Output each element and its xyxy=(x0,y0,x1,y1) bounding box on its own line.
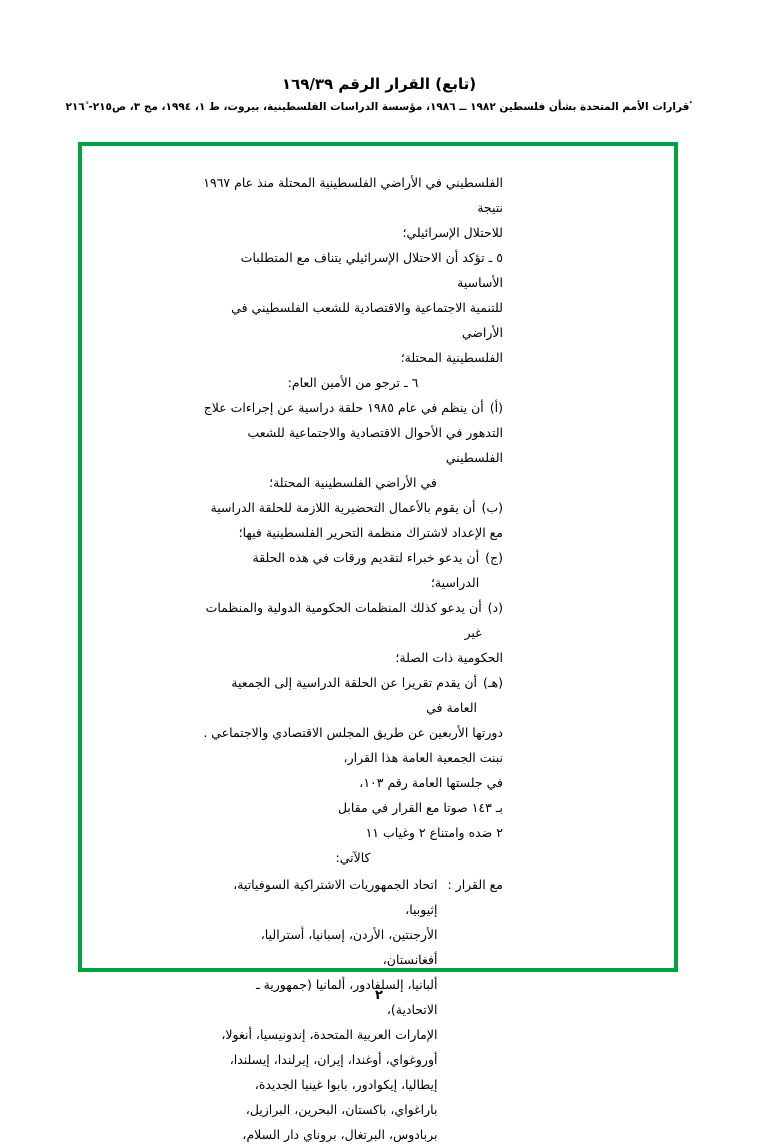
sub-item-c-line: أن يدعو خبراء لتقديم ورقات في هذه الحلقة الدراسية؛ xyxy=(252,550,480,590)
sub-item-b-label: (ب) xyxy=(481,500,503,515)
nations-line: ألبانيا، إلسلفادور، ألمانيا (جمهورية ـ الاتحادية)، xyxy=(255,977,438,1017)
sub-item-b-line: مع الإعداد لاشتراك منظمة التحرير الفلسطينية فيها؛ xyxy=(238,525,503,540)
vote-in-favour-label: مع القرار : xyxy=(447,877,503,892)
sub-item-c xyxy=(203,545,503,595)
item-6-heading: ٦ ـ ترجو من الأمين العام: xyxy=(287,375,419,390)
voting-nations xyxy=(203,872,503,1147)
sub-item-b-line: أن يقوم بالأعمال التحضيرية اللازمة للحلقة الدراسية xyxy=(210,500,476,515)
nations-line: إيطاليا، إيكوادور، بابوا غينيا الجديدة، xyxy=(254,1077,438,1092)
nations-line: الإمارات العربية المتحدة، إندونيسيا، أنغولا، xyxy=(221,1027,438,1042)
nations-line: اتحاد الجمهوريات الاشتراكية السوفياتية، إثيوبيا، xyxy=(233,877,438,917)
sub-item-e xyxy=(203,670,503,745)
as-follows-line: كالآتي: xyxy=(335,850,371,865)
nations-line: باراغواي، باكستان، البحرين، البرازيل، xyxy=(245,1102,438,1117)
sub-item-e-line: دورتها الأربعين عن طريق المجلس الاقتصادي والاجتماعي . xyxy=(203,725,503,740)
vote-summary xyxy=(203,745,503,870)
sub-item-a-line: التدهور في الأحوال الاقتصادية والاجتماعية للشعب الفلسطيني xyxy=(247,425,503,465)
sub-item-d xyxy=(203,595,503,670)
sub-item-c-label: (ج) xyxy=(485,550,503,565)
page-number: ٢ xyxy=(375,988,383,1003)
sub-item-b xyxy=(203,495,503,545)
sub-item-e-line: أن يقدم تقريرا عن الحلقة الدراسية إلى الجمعية العامة في xyxy=(231,675,477,715)
nations-line: أوروغواي، أوغندا، إيران، إيرلندا، إيسلندا، xyxy=(229,1052,438,1067)
sub-item-a-line: أن ينظم في عام ١٩٨٥ حلقة دراسية عن إجراءات علاج xyxy=(203,400,484,415)
nations-line: بربادوس، البرتغال، بروناي دار السلام، xyxy=(242,1127,438,1142)
sub-item-a-label: (أ) xyxy=(489,400,503,415)
body-line: للتنمية الاجتماعية والاقتصادية للشعب الفلسطيني في الأراضي xyxy=(231,300,503,340)
sub-item-d-line: أن يدعو كذلك المنظمات الحكومية الدولية والمنظمات غير xyxy=(205,600,482,640)
vote-line: نبنت الجمعية العامة هذا القرار، xyxy=(343,750,503,765)
nations-list xyxy=(203,872,437,1147)
sub-item-a xyxy=(203,395,503,495)
body-line: الفلسطيني في الأراضي الفلسطينية المحتلة منذ عام ١٩٦٧ نتيجة xyxy=(203,175,503,215)
page-title: (تابع) القرار الرقم ١٦٩/٣٩ xyxy=(281,75,477,93)
sub-item-d-label: (د) xyxy=(487,600,503,615)
source-citation: ٴقرارات الأمم المتحدة بشأن فلسطين ١٩٨٢ ــ ١٩٨٦، مؤسسة الدراسات الفلسطينية، بيروت، ط ١، ١٩٩٤، مج ٣، ص٢١٥- ٢١٦ٔ xyxy=(65,101,693,113)
document-header xyxy=(0,74,758,115)
vote-line: ٢ ضده وامتناع ٢ وغياب ١١ xyxy=(365,825,503,840)
sub-item-e-label: (هـ) xyxy=(482,675,503,690)
sub-item-d-line: الحكومية ذات الصلة؛ xyxy=(395,650,503,665)
body-line: الفلسطينية المحتلة؛ xyxy=(400,350,503,365)
body-line: للاحتلال الإسرائيلي؛ xyxy=(402,225,503,240)
vote-line: بـ ١٤٣ صوتا مع القرار في مقابل xyxy=(337,800,503,815)
body-line: ٥ ـ تؤكد أن الاحتلال الإسرائيلي يتناف مع المتطلبات الأساسية xyxy=(240,250,503,290)
sub-item-a-line: في الأراضي الفلسطينية المحتلة؛ xyxy=(269,475,437,490)
vote-line: في جلستها العامة رقم ١٠٣، xyxy=(359,775,503,790)
nations-line: الأرجنتين، الأردن، إسبانيا، أستراليا، أفغانستان، xyxy=(260,927,438,967)
